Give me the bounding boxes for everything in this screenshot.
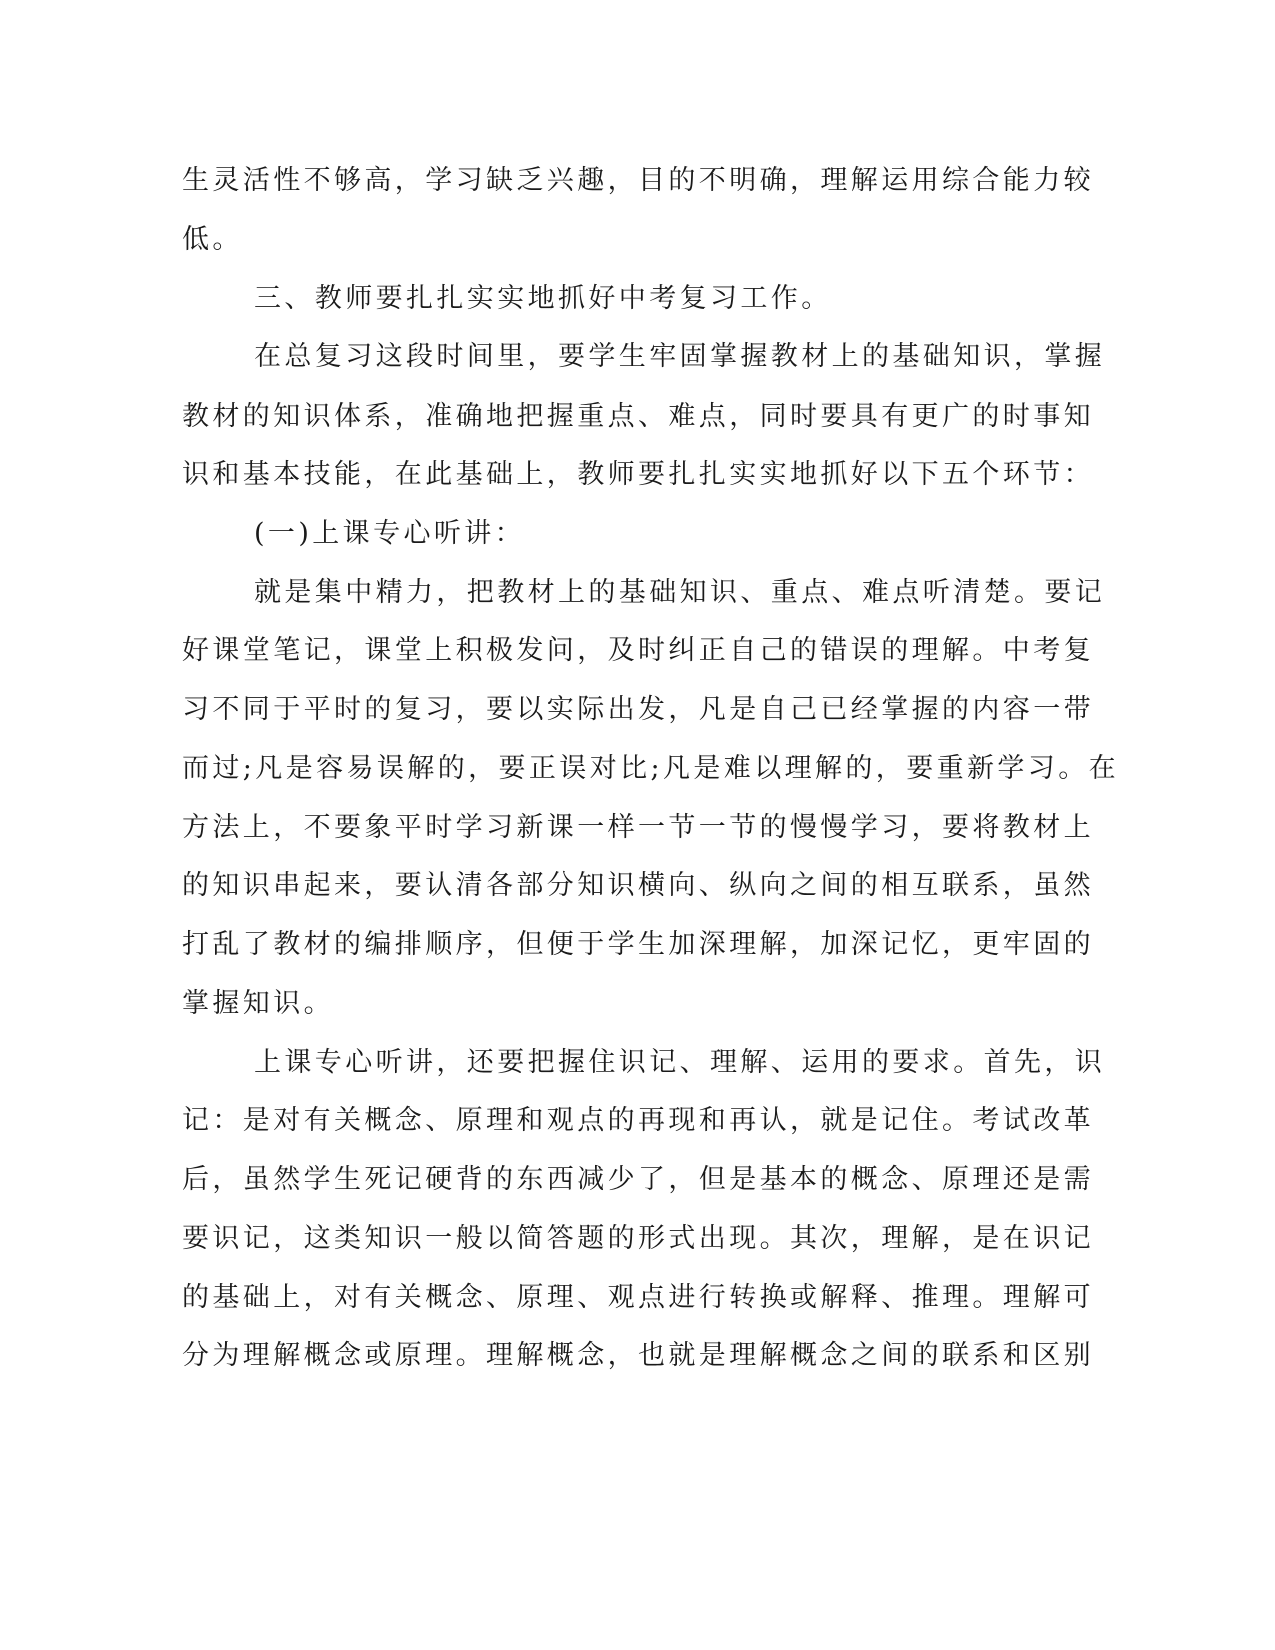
text-line-4: 在总复习这段时间里，要学生牢固掌握教材上的基础知识，掌握 — [254, 341, 1106, 372]
text-line-2: 低。 — [182, 224, 243, 255]
section-heading: 三、教师要扎扎实实地抓好中考复习工作。 — [254, 283, 832, 314]
text-line-14: 打乱了教材的编排顺序，但便于学生加深理解，加深记忆，更牢固的 — [182, 929, 1094, 960]
text-line-16: 上课专心听讲，还要把握住识记、理解、运用的要求。首先，识 — [254, 1047, 1106, 1078]
text-line-8: 就是集中精力，把教材上的基础知识、重点、难点听清楚。要记 — [254, 577, 1106, 608]
text-line-21: 分为理解概念或原理。理解概念，也就是理解概念之间的联系和区别 — [182, 1340, 1094, 1371]
text-line-19: 要识记，这类知识一般以简答题的形式出现。其次，理解，是在识记 — [182, 1223, 1094, 1254]
text-line-11: 而过;凡是容易误解的，要正误对比;凡是难以理解的，要重新学习。在 — [182, 753, 1119, 784]
text-line-9: 好课堂笔记，课堂上积极发问，及时纠正自己的错误的理解。中考复 — [182, 635, 1094, 666]
subsection-heading: (一)上课专心听讲： — [254, 518, 526, 549]
text-line-5: 教材的知识体系，准确地把握重点、难点，同时要具有更广的时事知 — [182, 401, 1094, 432]
text-line-12: 方法上，不要象平时学习新课一样一节一节的慢慢学习，要将教材上 — [182, 812, 1094, 843]
text-line-17: 记：是对有关概念、原理和观点的再现和再认，就是记住。考试改革 — [182, 1105, 1094, 1136]
text-line-20: 的基础上，对有关概念、原理、观点进行转换或解释、推理。理解可 — [182, 1282, 1094, 1313]
text-line-10: 习不同于平时的复习，要以实际出发，凡是自己已经掌握的内容一带 — [182, 694, 1094, 725]
text-line-1: 生灵活性不够高，学习缺乏兴趣，目的不明确，理解运用综合能力较 — [182, 165, 1094, 196]
text-line-6: 识和基本技能，在此基础上，教师要扎扎实实地抓好以下五个环节： — [182, 459, 1094, 490]
text-line-15: 掌握知识。 — [182, 988, 334, 1019]
text-line-13: 的知识串起来，要认清各部分知识横向、纵向之间的相互联系，虽然 — [182, 870, 1094, 901]
text-line-18: 后，虽然学生死记硬背的东西减少了，但是基本的概念、原理还是需 — [182, 1164, 1094, 1195]
